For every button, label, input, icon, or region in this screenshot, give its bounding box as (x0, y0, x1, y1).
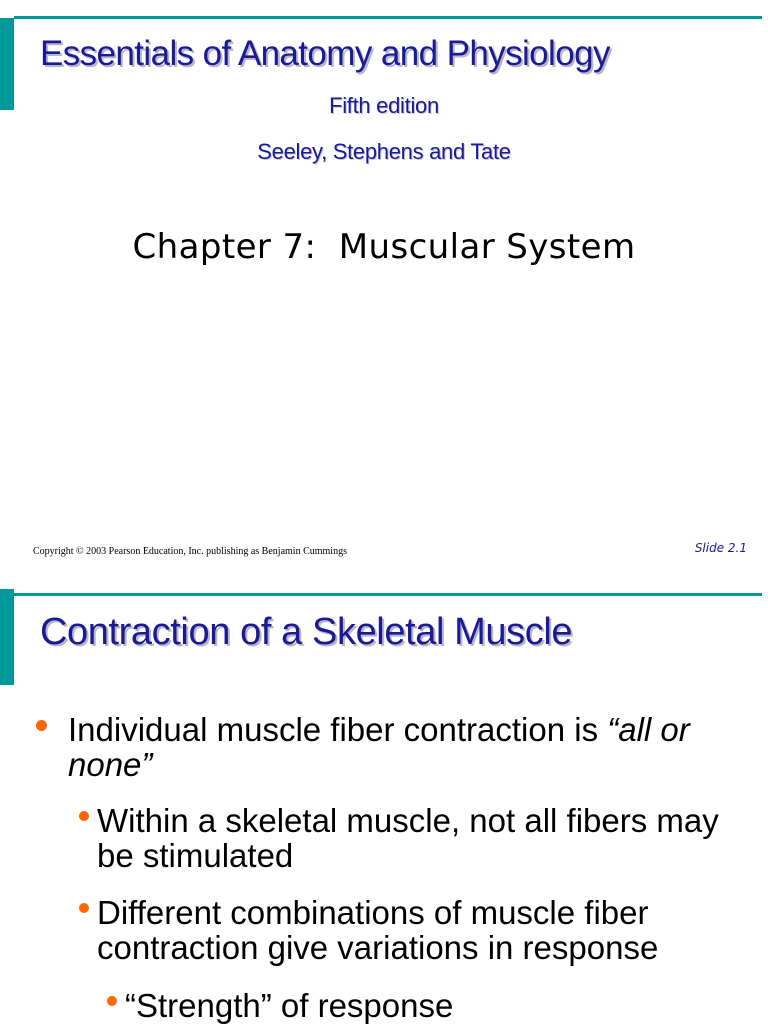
bullet-dot-icon (36, 720, 47, 731)
slide-content (0, 575, 768, 1024)
copyright-notice: Copyright © 2003 Pearson Education, Inc. publishing as Benjamin Cummings (33, 546, 347, 557)
bullet-dot-icon (79, 903, 89, 913)
bullet-level-2 (97, 803, 757, 873)
bullet-text: Within a skeletal muscle, not all fibers may be stimulated (97, 802, 719, 874)
accent-bar (0, 589, 14, 685)
bullet-dot-icon (79, 811, 89, 821)
bullet-level-1 (68, 712, 758, 782)
bullet-text: Individual muscle fiber contraction is (68, 711, 608, 748)
bullet-dot-icon (107, 996, 117, 1006)
bullet-level-2 (97, 895, 767, 965)
bullet-text: Different combinations of muscle fiber contraction give variations in response (97, 894, 659, 966)
edition-label: Fifth edition (329, 93, 439, 118)
book-title: Essentials of Anatomy and Physiology (40, 34, 610, 73)
slide-title: Contraction of a Skeletal Muscle (40, 611, 573, 653)
bullet-text: “Strength” of response (125, 987, 454, 1024)
chapter-heading: Chapter 7: Muscular System (132, 227, 636, 267)
bullet-emphasis: “all or none” (68, 711, 690, 783)
top-rule (14, 593, 762, 596)
authors-label: Seeley, Stephens and Tate (257, 139, 511, 164)
bullet-level-3 (125, 988, 745, 1023)
slide-number: Slide 2.1 (694, 541, 747, 555)
top-rule (14, 16, 762, 19)
